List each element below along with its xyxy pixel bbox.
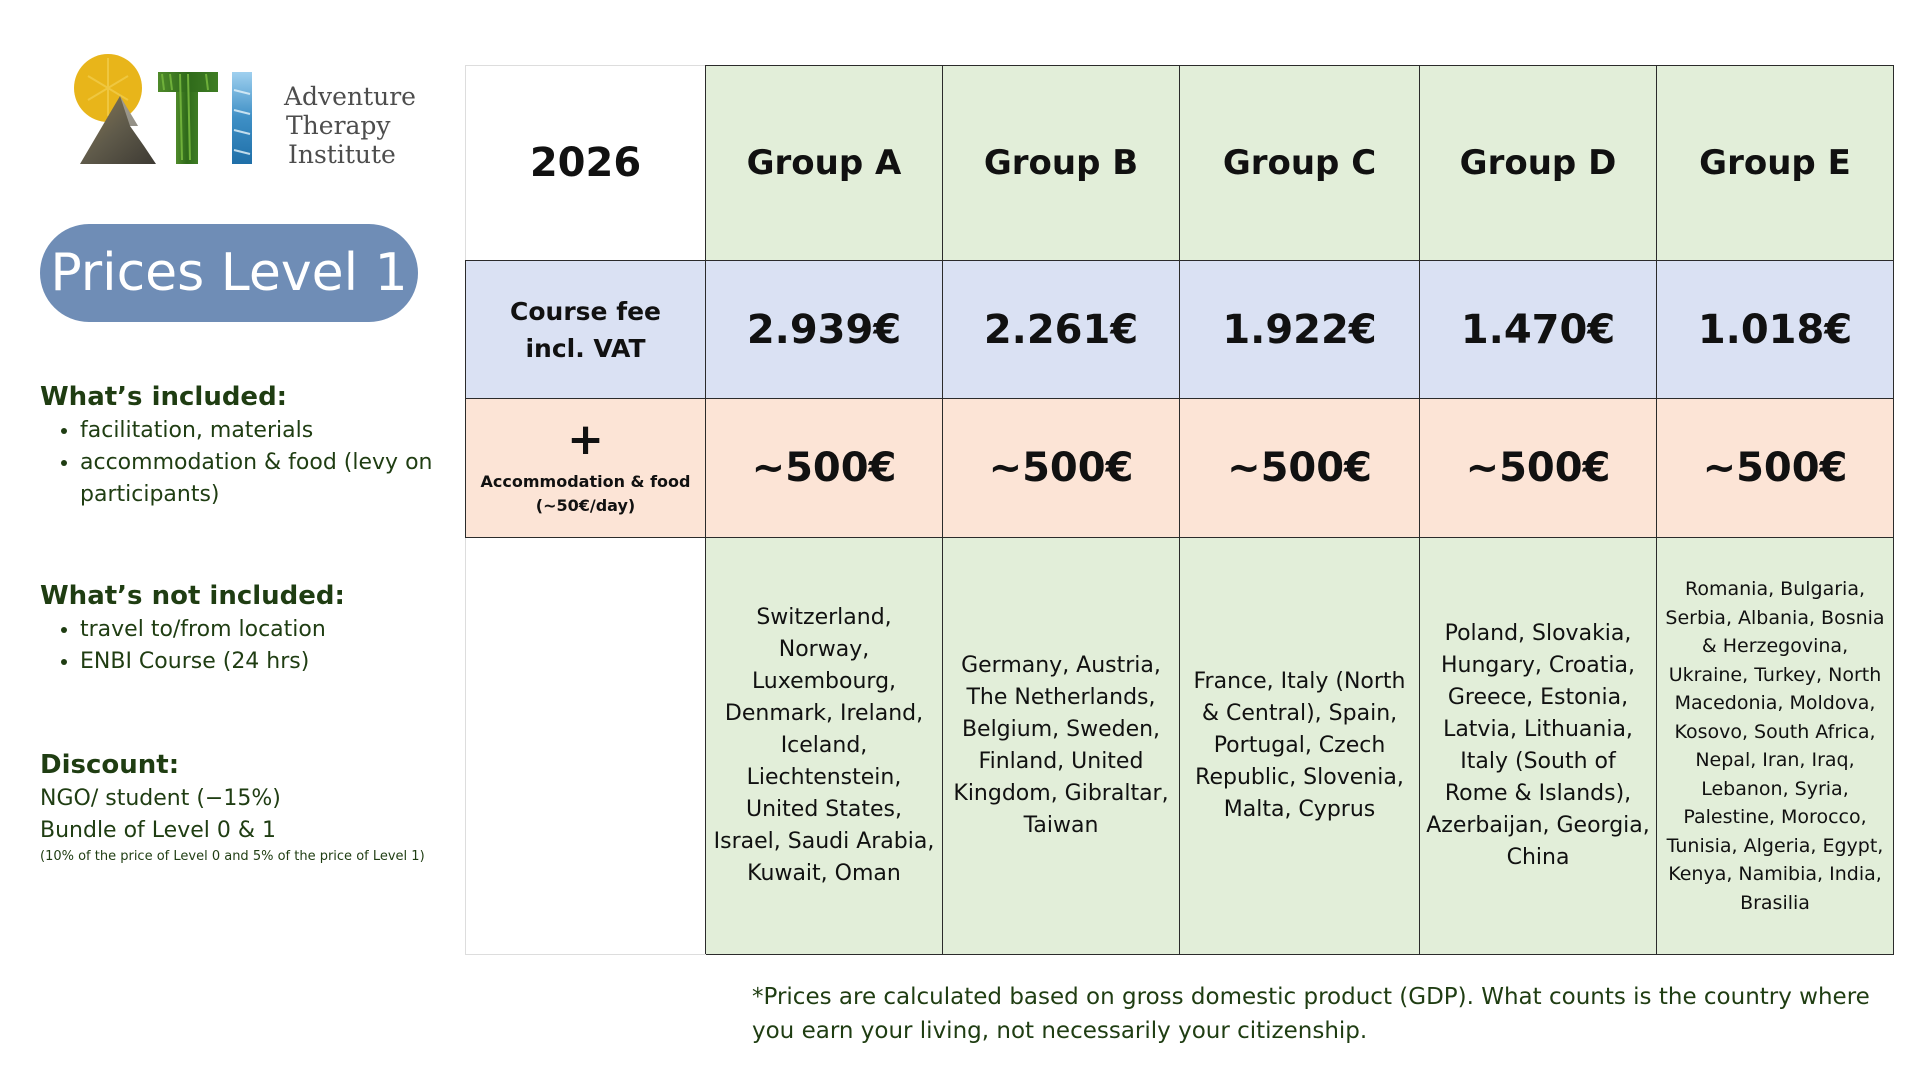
logo-line-3: Institute [288, 140, 396, 169]
not-included-list [40, 614, 470, 678]
discount-bundle: Bundle of Level 0 & 1 [40, 818, 276, 843]
group-header [1420, 66, 1657, 261]
ati-logo-mark-icon [72, 50, 272, 170]
included-title: What’s included: [40, 382, 288, 412]
table-header-row [466, 66, 1894, 261]
course-fee-value: 1.470€ [1460, 306, 1616, 353]
plus-sign: + [567, 414, 604, 465]
group-name: Group C [1222, 143, 1377, 183]
not-included-title: What’s not included: [40, 581, 345, 611]
course-fee-value: 2.261€ [983, 306, 1139, 353]
accommodation-value: ~500€ [1227, 445, 1372, 491]
countries-cell [943, 538, 1180, 955]
not-included-item: • ENBI Course (24 hrs) [80, 646, 470, 678]
course-fee-cell [943, 261, 1180, 399]
course-fee-label-cell [466, 261, 706, 399]
included-item: • accommodation & food (levy on participants) [80, 447, 470, 511]
course-fee-label-line-1: Course fee [510, 296, 661, 326]
countries-list: Switzerland, Norway, Luxembourg, Denmark, Ireland, Iceland, Liechtenstein, United States, Israel, Saudi Arabia, Kuwait, Oman [713, 605, 935, 886]
accommodation-cell [1180, 399, 1420, 538]
logo-line-1: Adventure [284, 82, 416, 111]
course-fee-value: 2.939€ [746, 306, 902, 353]
group-name: Group D [1459, 143, 1617, 183]
course-fee-cell [1657, 261, 1894, 399]
countries-list: Romania, Bulgaria, Serbia, Albania, Bosnia & Herzegovina, Ukraine, Turkey, North Macedonia, Moldova, Kosovo, South Africa, Nepal, Iran, Iraq, Lebanon, Syria, Palestine, Morocco, Tunisia, Algeria, Egypt, Kenya, Namibia, India, Brasilia [1665, 578, 1885, 914]
countries-cell [1657, 538, 1894, 955]
group-header [943, 66, 1180, 261]
logo-line-2: Therapy [286, 111, 391, 140]
group-header [1657, 66, 1894, 261]
countries-cell [1180, 538, 1420, 955]
accommodation-cell [1657, 399, 1894, 538]
group-header [1180, 66, 1420, 261]
countries-label-cell [466, 538, 706, 955]
accommodation-row [466, 399, 1894, 538]
accommodation-label [466, 470, 705, 518]
gdp-footnote: *Prices are calculated based on gross domestic product (GDP). What counts is the country where you earn your living, not necessarily your citizenship. [752, 984, 1870, 1044]
price-table [465, 65, 1894, 955]
course-fee-cell [1420, 261, 1657, 399]
group-name: Group A [746, 143, 902, 183]
discount-title: Discount: [40, 750, 180, 780]
accommodation-cell [1420, 399, 1657, 538]
course-fee-row [466, 261, 1894, 399]
accommodation-label-line-2: (~50€/day) [535, 496, 636, 515]
discount-ngo-student: NGO/ student (−15%) [40, 786, 281, 811]
countries-list: Poland, Slovakia, Hungary, Croatia, Greece, Estonia, Latvia, Lithuania, Italy (South of Rome & Islands), Azerbaijan, Georgia, China [1426, 621, 1650, 870]
course-fee-value: 1.922€ [1222, 306, 1377, 353]
countries-cell [1420, 538, 1657, 955]
group-name: Group E [1699, 143, 1851, 183]
countries-list: France, Italy (North & Central), Spain, Portugal, Czech Republic, Slovenia, Malta, Cyprus [1193, 669, 1406, 822]
accommodation-value: ~500€ [751, 445, 897, 491]
countries-cell [706, 538, 943, 955]
accommodation-cell [943, 399, 1180, 538]
accommodation-label-line-1: Accommodation & food [480, 472, 691, 491]
countries-list: Germany, Austria, The Netherlands, Belgium, Sweden, Finland, United Kingdom, Gibraltar, Taiwan [953, 653, 1169, 838]
year-cell [466, 66, 706, 261]
year-label: 2026 [529, 140, 642, 186]
course-fee-label-line-2: incl. VAT [525, 333, 646, 363]
course-fee-cell [1180, 261, 1420, 399]
ati-logo [72, 50, 422, 170]
accommodation-value: ~500€ [1465, 445, 1611, 491]
accommodation-value: ~500€ [1702, 445, 1848, 491]
countries-row [466, 538, 1894, 955]
included-list [40, 415, 470, 511]
group-header [706, 66, 943, 261]
logo-wordmark [284, 82, 416, 169]
course-fee-cell [706, 261, 943, 399]
accommodation-label-cell [466, 399, 706, 538]
accommodation-cell [706, 399, 943, 538]
course-fee-value: 1.018€ [1697, 306, 1853, 353]
accommodation-value: ~500€ [988, 445, 1134, 491]
level-title: Prices Level 1 [40, 224, 418, 322]
not-included-item: • travel to/from location [80, 614, 470, 646]
discount-bundle-note: (10% of the price of Level 0 and 5% of the price of Level 1) [40, 849, 425, 864]
included-item: • facilitation, materials [80, 415, 470, 447]
group-name: Group B [983, 143, 1139, 183]
course-fee-label [466, 293, 705, 367]
